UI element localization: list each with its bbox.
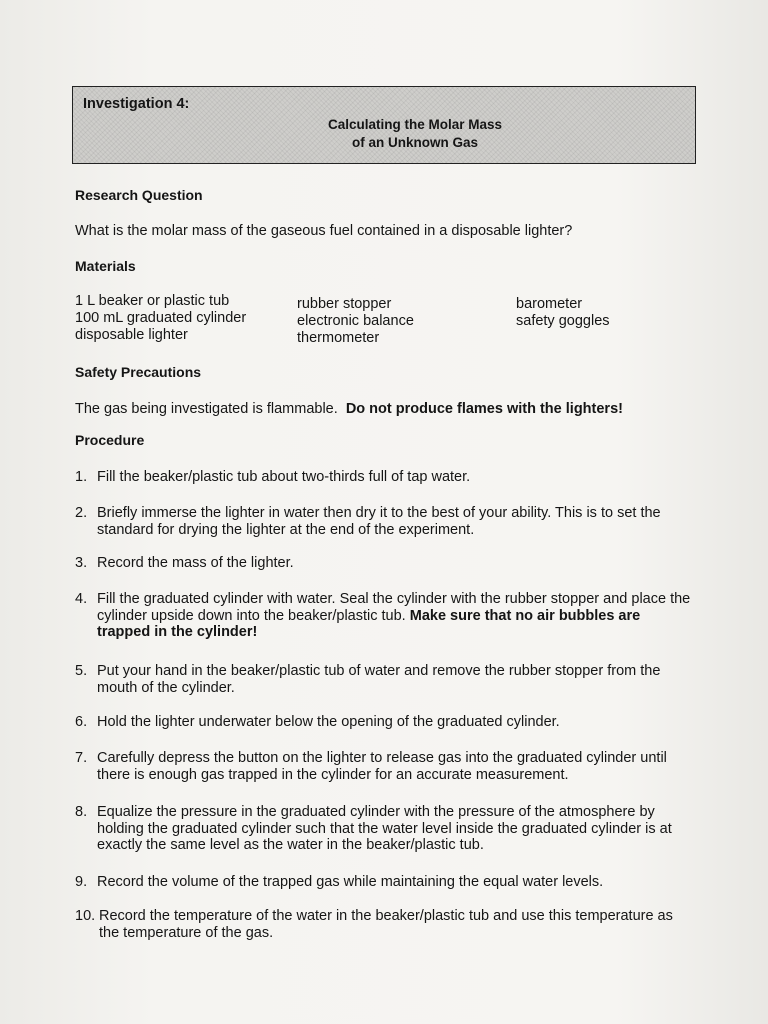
safety-text xyxy=(75,401,623,417)
procedure-step xyxy=(75,714,695,731)
procedure-step xyxy=(75,874,695,891)
step-text: Record the mass of the lighter. xyxy=(97,555,294,571)
step-text: Briefly immerse the lighter in water then dry it to the best of your ability. This is to set the standard for drying the lighter at the end of the experiment. xyxy=(97,505,661,538)
step-text: Fill the beaker/plastic tub about two-thirds full of tap water. xyxy=(97,469,471,485)
step-text: Carefully depress the button on the lighter to release gas into the graduated cylinder until there is enough gas trapped in the cylinder for an accurate measurement. xyxy=(97,750,667,783)
step-text: Equalize the pressure in the graduated cylinder with the pressure of the atmosphere by holding the graduated cylinder such that the water level inside the graduated cylinder is at exactly the same level as the water in the beaker/plastic tub. xyxy=(97,804,672,853)
procedure-step xyxy=(75,908,695,941)
investigation-title xyxy=(73,116,695,152)
investigation-header-box xyxy=(72,86,696,164)
step-text: Put your hand in the beaker/plastic tub of water and remove the rubber stopper from the mouth of the cylinder. xyxy=(97,663,661,696)
step-number: 3. xyxy=(75,555,88,571)
procedure-step xyxy=(75,469,695,486)
step-number: 10. xyxy=(75,908,96,924)
materials-column-1 xyxy=(75,293,246,344)
step-warning: Make sure that no air bubbles are trapped in the cylinder! xyxy=(97,607,641,640)
procedure-step xyxy=(75,505,695,538)
material-item: disposable lighter xyxy=(75,327,188,343)
step-text: Record the volume of the trapped gas while maintaining the equal water levels. xyxy=(97,874,604,890)
material-item: safety goggles xyxy=(516,313,610,329)
procedure-heading: Procedure xyxy=(75,432,145,448)
material-item: barometer xyxy=(516,296,583,312)
investigation-label: Investigation 4: xyxy=(83,96,190,112)
title-line-1: Calculating the Molar Mass xyxy=(327,117,503,132)
safety-heading: Safety Precautions xyxy=(75,364,202,380)
material-item: thermometer xyxy=(297,330,380,346)
step-number: 6. xyxy=(75,714,88,730)
step-number: 9. xyxy=(75,874,88,890)
materials-column-3 xyxy=(516,296,610,330)
material-item: electronic balance xyxy=(297,313,414,329)
step-number: 5. xyxy=(75,663,88,679)
procedure-step xyxy=(75,663,695,696)
procedure-step xyxy=(75,750,695,783)
step-text: Record the temperature of the water in the beaker/plastic tub and use this temperature as the temperature of the gas. xyxy=(99,908,673,941)
safety-warning: Do not produce flames with the lighters! xyxy=(345,401,623,417)
step-text-wrapper xyxy=(97,591,695,641)
step-text: Fill the graduated cylinder with water. Seal the cylinder with the rubber stopper and place the cylinder upside down into the beaker/plastic tub. xyxy=(97,591,691,624)
procedure-step xyxy=(75,555,695,572)
step-number: 4. xyxy=(75,591,88,607)
research-question-text: What is the molar mass of the gaseous fuel contained in a disposable lighter? xyxy=(75,223,573,239)
material-item: 100 mL graduated cylinder xyxy=(75,310,247,326)
research-question-heading: Research Question xyxy=(75,187,203,203)
materials-heading: Materials xyxy=(75,258,136,274)
step-number: 1. xyxy=(75,469,88,485)
procedure-step xyxy=(75,591,695,641)
material-item: rubber stopper xyxy=(297,296,392,312)
step-number: 8. xyxy=(75,804,88,820)
procedure-step xyxy=(75,804,695,854)
material-item: 1 L beaker or plastic tub xyxy=(75,293,230,309)
title-line-2: of an Unknown Gas xyxy=(351,135,478,150)
step-text: Hold the lighter underwater below the opening of the graduated cylinder. xyxy=(97,714,560,730)
step-number: 7. xyxy=(75,750,88,766)
step-number: 2. xyxy=(75,505,88,521)
safety-statement: The gas being investigated is flammable. xyxy=(75,401,338,417)
materials-column-2 xyxy=(297,296,414,347)
